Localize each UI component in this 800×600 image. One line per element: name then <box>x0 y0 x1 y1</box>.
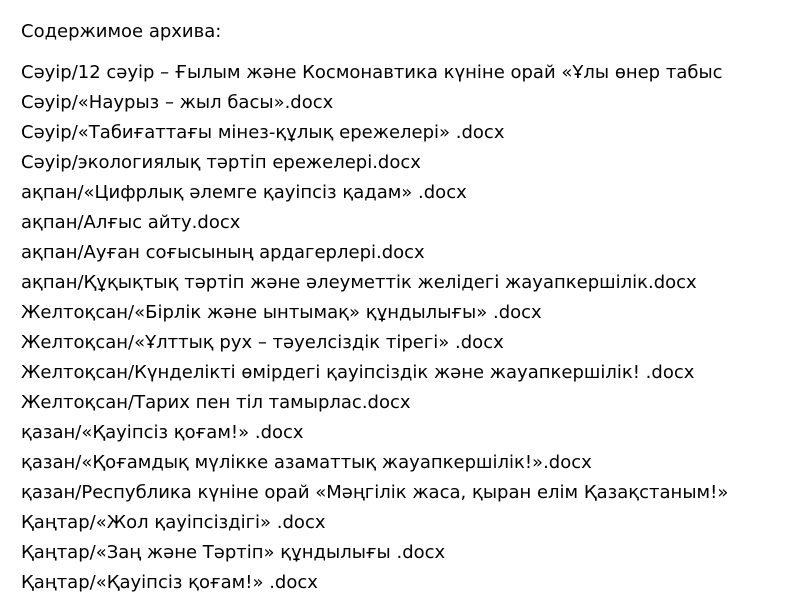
file-list-item[interactable]: Қаңтар/«Қауіпсіз қоғам!» .docx <box>21 572 318 593</box>
file-list-item[interactable]: Желтоқсан/Күнделікті өмірдегі қауіпсіздік және жауапкершілік! .docx <box>21 362 695 383</box>
file-list-item[interactable]: Сәуір/12 сәуір – Ғылым және Космонавтика күніне орай «Ұлы өнер табыс <box>21 62 723 83</box>
file-list-item[interactable]: ақпан/Ауған соғысының ардагерлері.docx <box>21 242 425 263</box>
file-list <box>21 58 800 598</box>
archive-title: Содержимое архива: <box>21 21 222 42</box>
file-list-item[interactable]: Сәуір/«Наурыз – жыл басы».docx <box>21 92 334 113</box>
archive-contents <box>21 20 800 598</box>
file-list-item[interactable]: Желтоқсан/Тарих пен тіл тамырлас.docx <box>21 392 411 413</box>
file-list-item[interactable]: ақпан/Құқықтық тәртіп және әлеуметтік желідегі жауапкершілік.docx <box>21 272 697 293</box>
file-list-item[interactable]: Қаңтар/«Заң және Тәртіп» құндылығы .docx <box>21 542 446 563</box>
file-list-item[interactable]: Желтоқсан/«Ұлттық рух – тәуелсіздік тірегі» .docx <box>21 332 504 353</box>
file-list-item[interactable]: ақпан/Алғыс айту.docx <box>21 212 241 233</box>
file-list-item[interactable]: Сәуір/экологиялық тәртіп ережелері.docx <box>21 152 421 173</box>
file-list-item[interactable]: қазан/Республика күніне орай «Мәңгілік жаса, қыран елім Қазақстаным!» <box>21 482 729 503</box>
file-list-item[interactable]: Қаңтар/«Жол қауіпсіздігі» .docx <box>21 512 326 533</box>
file-list-item[interactable]: Желтоқсан/«Бірлік және ынтымақ» құндылығы» .docx <box>21 302 542 323</box>
file-list-item[interactable]: ақпан/«Цифрлық әлемге қауіпсіз қадам» .docx <box>21 182 467 203</box>
file-list-item[interactable]: қазан/«Қауіпсіз қоғам!» .docx <box>21 422 304 443</box>
file-list-item[interactable]: қазан/«Қоғамдық мүлікке азаматтық жауапкершілік!».docx <box>21 452 592 473</box>
file-list-item[interactable]: Сәуір/«Табиғаттағы мінез-құлық ережелері» .docx <box>21 122 505 143</box>
